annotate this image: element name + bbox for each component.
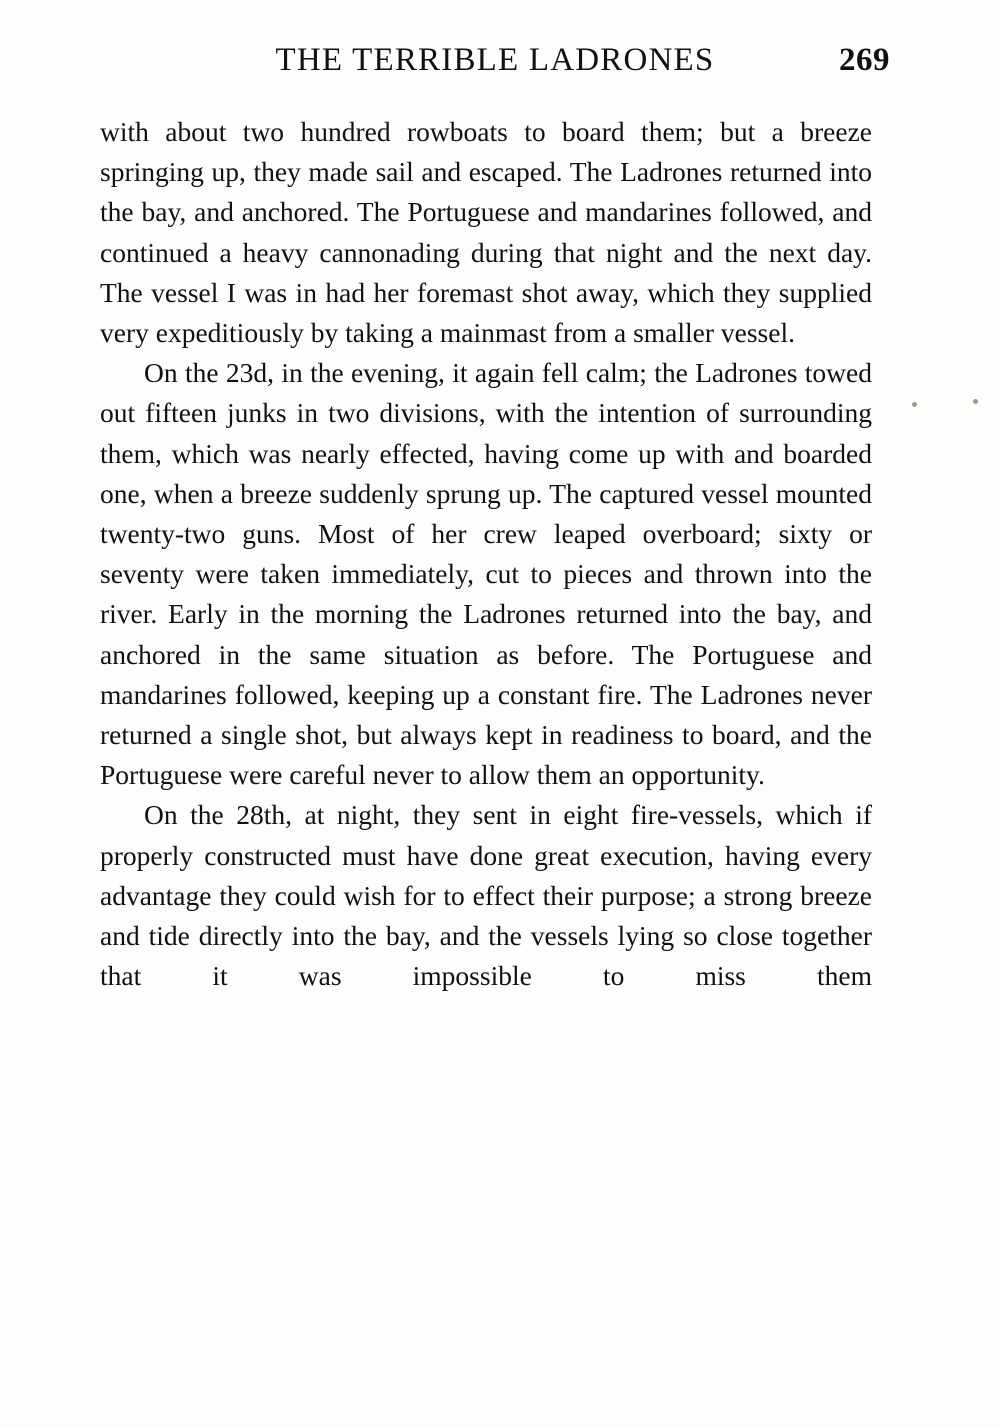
paper-speck [912, 402, 917, 407]
paragraph-1: with about two hundred rowboats to board them; but a breeze springing up, they made sail and escaped. The Ladrones returned into the bay, and anchored. The Portuguese and mandarines followed, and continued a heavy cannonading during that night and the next day. The vessel I was in had her foremast shot away, which they supplied very expeditiously by taking a mainmast from a smaller vessel. [100, 116, 872, 349]
page-number: 269 [839, 42, 890, 78]
page-header [100, 42, 890, 90]
paragraph-2: On the 23d, in the evening, it again fell calm; the Ladrones towed out fifteen junks in two divisions, with the intention of surrounding them, which was nearly effected, having come up with and boarded one, when a breeze suddenly sprung up. The captured vessel mounted twenty-two guns. Most of her crew leaped overboard; sixty or seventy were taken immediately, cut to pieces and thrown into the river. Early in the morning the Ladrones returned into the bay, and anchored in the same situation as before. The Portuguese and mandarines followed, keeping up a constant fire. The Ladrones never returned a single shot, but always kept in readiness to board, and the Portuguese were careful never to allow them an opportunity. [100, 357, 872, 791]
running-head: THE TERRIBLE LADRONES [275, 42, 715, 78]
paper-speck [973, 399, 978, 404]
body-text [100, 112, 872, 1037]
paragraph-3: On the 28th, at night, they sent in eight fire-vessels, which if properly constructed must have done great execution, having every advantage they could wish for to effect their purpose; a strong breeze and tide directly into the bay, and the vessels lying so close together that it was impossible to miss them [100, 799, 872, 992]
